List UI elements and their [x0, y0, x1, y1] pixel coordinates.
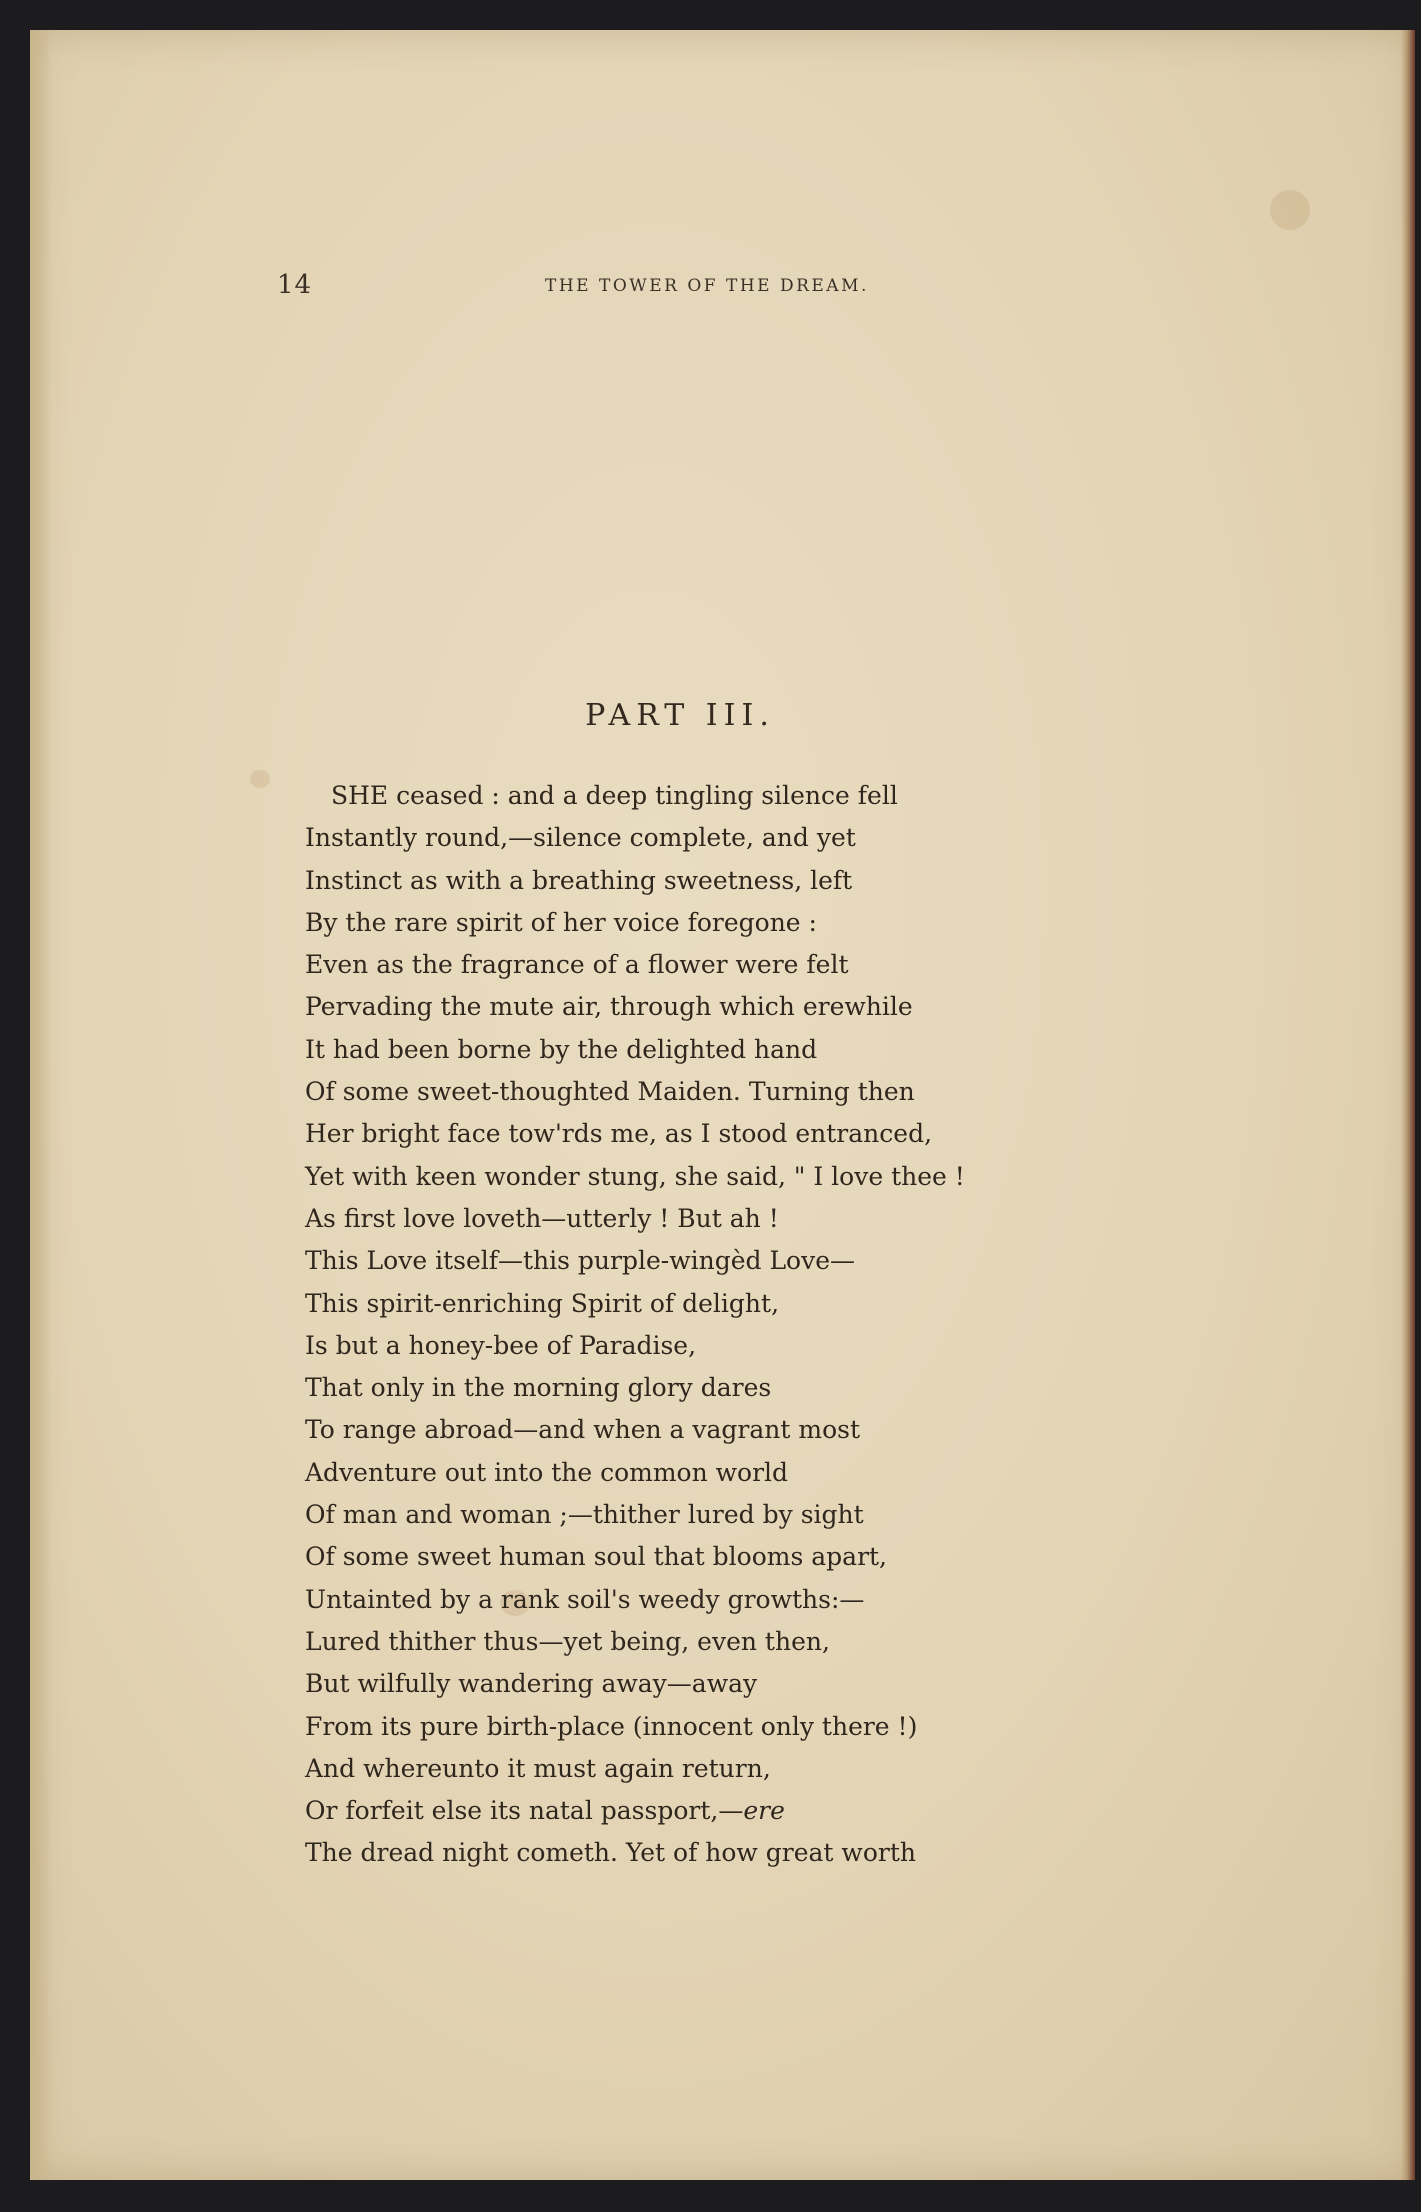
paper-stain	[1270, 190, 1310, 230]
poem-line: SHE ceased : and a deep tingling silence fell	[331, 781, 898, 810]
poem-italic-word: ere	[743, 1796, 785, 1826]
poem-line: Yet with keen wonder stung, she said, " I love thee !	[305, 1161, 965, 1191]
book-page	[30, 30, 1415, 2180]
poem-line: From its pure birth-place (innocent only there !)	[305, 1711, 918, 1741]
poem-line: Of some sweet-thoughted Maiden. Turning then	[305, 1077, 915, 1107]
poem-line: This Love itself—this purple-wingèd Love—	[305, 1246, 856, 1276]
running-head-title: THE TOWER OF THE DREAM.	[545, 276, 869, 296]
poem-line: It had been borne by the delighted hand	[305, 1034, 818, 1064]
poem-line: Lured thither thus—yet being, even then,	[305, 1626, 830, 1656]
poem-line: And whereunto it must again return,	[305, 1753, 771, 1783]
poem-line: Instantly round,—silence complete, and yet	[305, 823, 856, 853]
poem-line: That only in the morning glory dares	[305, 1373, 772, 1403]
poem-line: Adventure out into the common world	[305, 1457, 789, 1487]
poem-line: Even as the fragrance of a flower were felt	[305, 950, 849, 980]
paper-stain	[250, 770, 270, 788]
poem-line	[305, 1790, 965, 1832]
poem-line: Of man and woman ;—thither lured by sight	[305, 1500, 864, 1530]
poem-line: Of some sweet human soul that blooms apart,	[305, 1542, 888, 1572]
poem-line: Untainted by a rank soil's weedy growths:—	[305, 1584, 865, 1614]
poem-line: By the rare spirit of her voice foregone :	[305, 907, 817, 937]
poem-line: Instinct as with a breathing sweetness, left	[305, 865, 853, 895]
poem-line: Her bright face tow'rds me, as I stood entranced,	[305, 1119, 933, 1149]
poem-line: Pervading the mute air, through which erewhile	[305, 992, 913, 1022]
poem-line: The dread night cometh. Yet of how great worth	[305, 1838, 916, 1868]
poem-line: But wilfully wandering away—away	[305, 1669, 758, 1699]
poem-line: As first love loveth—utterly ! But ah !	[305, 1203, 779, 1233]
page-edge-right	[1401, 30, 1415, 2180]
page-number: 14	[277, 270, 313, 300]
poem-line-text: Or forfeit else its natal passport,—	[305, 1796, 744, 1826]
poem-line: To range abroad—and when a vagrant most	[305, 1415, 861, 1445]
page-edge-left	[30, 30, 52, 2180]
poem-line: Is but a honey-bee of Paradise,	[305, 1330, 697, 1360]
part-heading: PART III.	[585, 698, 775, 733]
running-head	[30, 270, 1415, 310]
poem-text	[305, 775, 965, 1875]
poem-line: This spirit-enriching Spirit of delight,	[305, 1288, 780, 1318]
